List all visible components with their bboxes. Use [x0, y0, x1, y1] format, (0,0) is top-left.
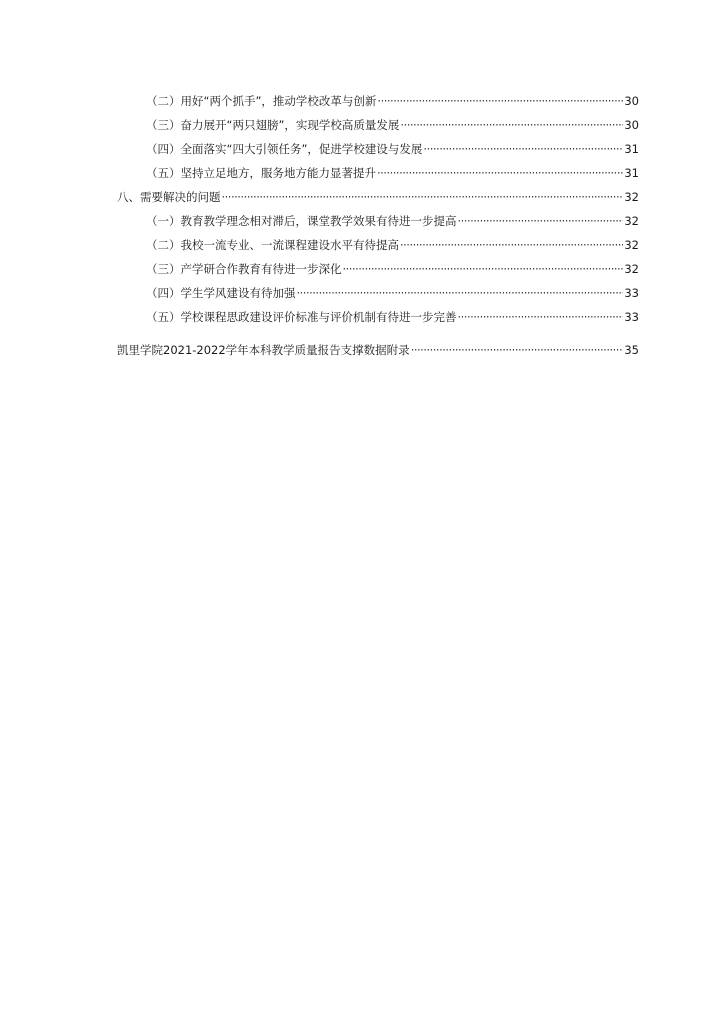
- toc-page-number: 33: [624, 286, 639, 300]
- toc-dot-leader: [411, 342, 624, 358]
- toc-page-number: 30: [624, 118, 639, 132]
- toc-entry[interactable]: [146, 93, 639, 109]
- toc-dot-leader: [458, 309, 624, 325]
- toc-page-number: 30: [624, 94, 639, 108]
- toc-page-number: 35: [624, 343, 639, 357]
- toc-entry-title: （四）全面落实“四大引领任务”，促进学校建设与发展: [146, 142, 423, 156]
- toc-entry[interactable]: [146, 141, 639, 157]
- toc-entry[interactable]: [146, 237, 639, 253]
- toc-dot-leader: [222, 189, 624, 205]
- toc-dot-leader: [423, 141, 623, 157]
- toc-entry-title: （二）我校一流专业、一流课程建设水平有待提高: [146, 238, 399, 252]
- toc-entry-title: 八、需要解决的问题: [117, 190, 221, 204]
- toc-dot-leader: [400, 117, 623, 133]
- toc-page-number: 31: [624, 166, 639, 180]
- toc-entry-title: （二）用好“两个抓手”，推动学校改革与创新: [146, 94, 377, 108]
- toc-page-number: 33: [624, 310, 639, 324]
- toc-dot-leader: [377, 93, 623, 109]
- toc-entry-title: （一）教育教学理念相对滞后，课堂教学效果有待进一步提高: [146, 214, 457, 228]
- toc-dot-leader: [343, 261, 624, 277]
- toc-entry-title: （五）学校课程思政建设评价标准与评价机制有待进一步完善: [146, 310, 457, 324]
- toc-page-number: 32: [624, 214, 639, 228]
- toc-entry-title: （五）坚持立足地方，服务地方能力显著提升: [146, 166, 376, 180]
- toc-dot-leader: [458, 213, 624, 229]
- toc-dot-leader: [297, 285, 624, 301]
- toc-entry[interactable]: [146, 285, 639, 301]
- toc-entry-title: （三）产学研合作教育有待进一步深化: [146, 262, 342, 276]
- toc-entry-appendix[interactable]: [117, 342, 639, 358]
- toc-entry[interactable]: [146, 309, 639, 325]
- toc-page-number: 32: [624, 262, 639, 276]
- toc-entry[interactable]: [146, 117, 639, 133]
- toc-entry[interactable]: [146, 261, 639, 277]
- toc-page-number: 31: [624, 142, 639, 156]
- toc-entry-section[interactable]: [117, 189, 639, 205]
- toc-entry[interactable]: [146, 165, 639, 181]
- toc-entry-title: （三）奋力展开“两只翅膀”，实现学校高质量发展: [146, 118, 400, 132]
- toc-entry-title: （四）学生学风建设有待加强: [146, 286, 296, 300]
- toc-entry-title: 凯里学院2021-2022学年本科教学质量报告支撑数据附录: [117, 343, 410, 357]
- toc-dot-leader: [400, 237, 623, 253]
- toc-dot-leader: [377, 165, 623, 181]
- toc-entry[interactable]: [146, 213, 639, 229]
- toc-page-number: 32: [624, 190, 639, 204]
- toc-page-number: 32: [624, 238, 639, 252]
